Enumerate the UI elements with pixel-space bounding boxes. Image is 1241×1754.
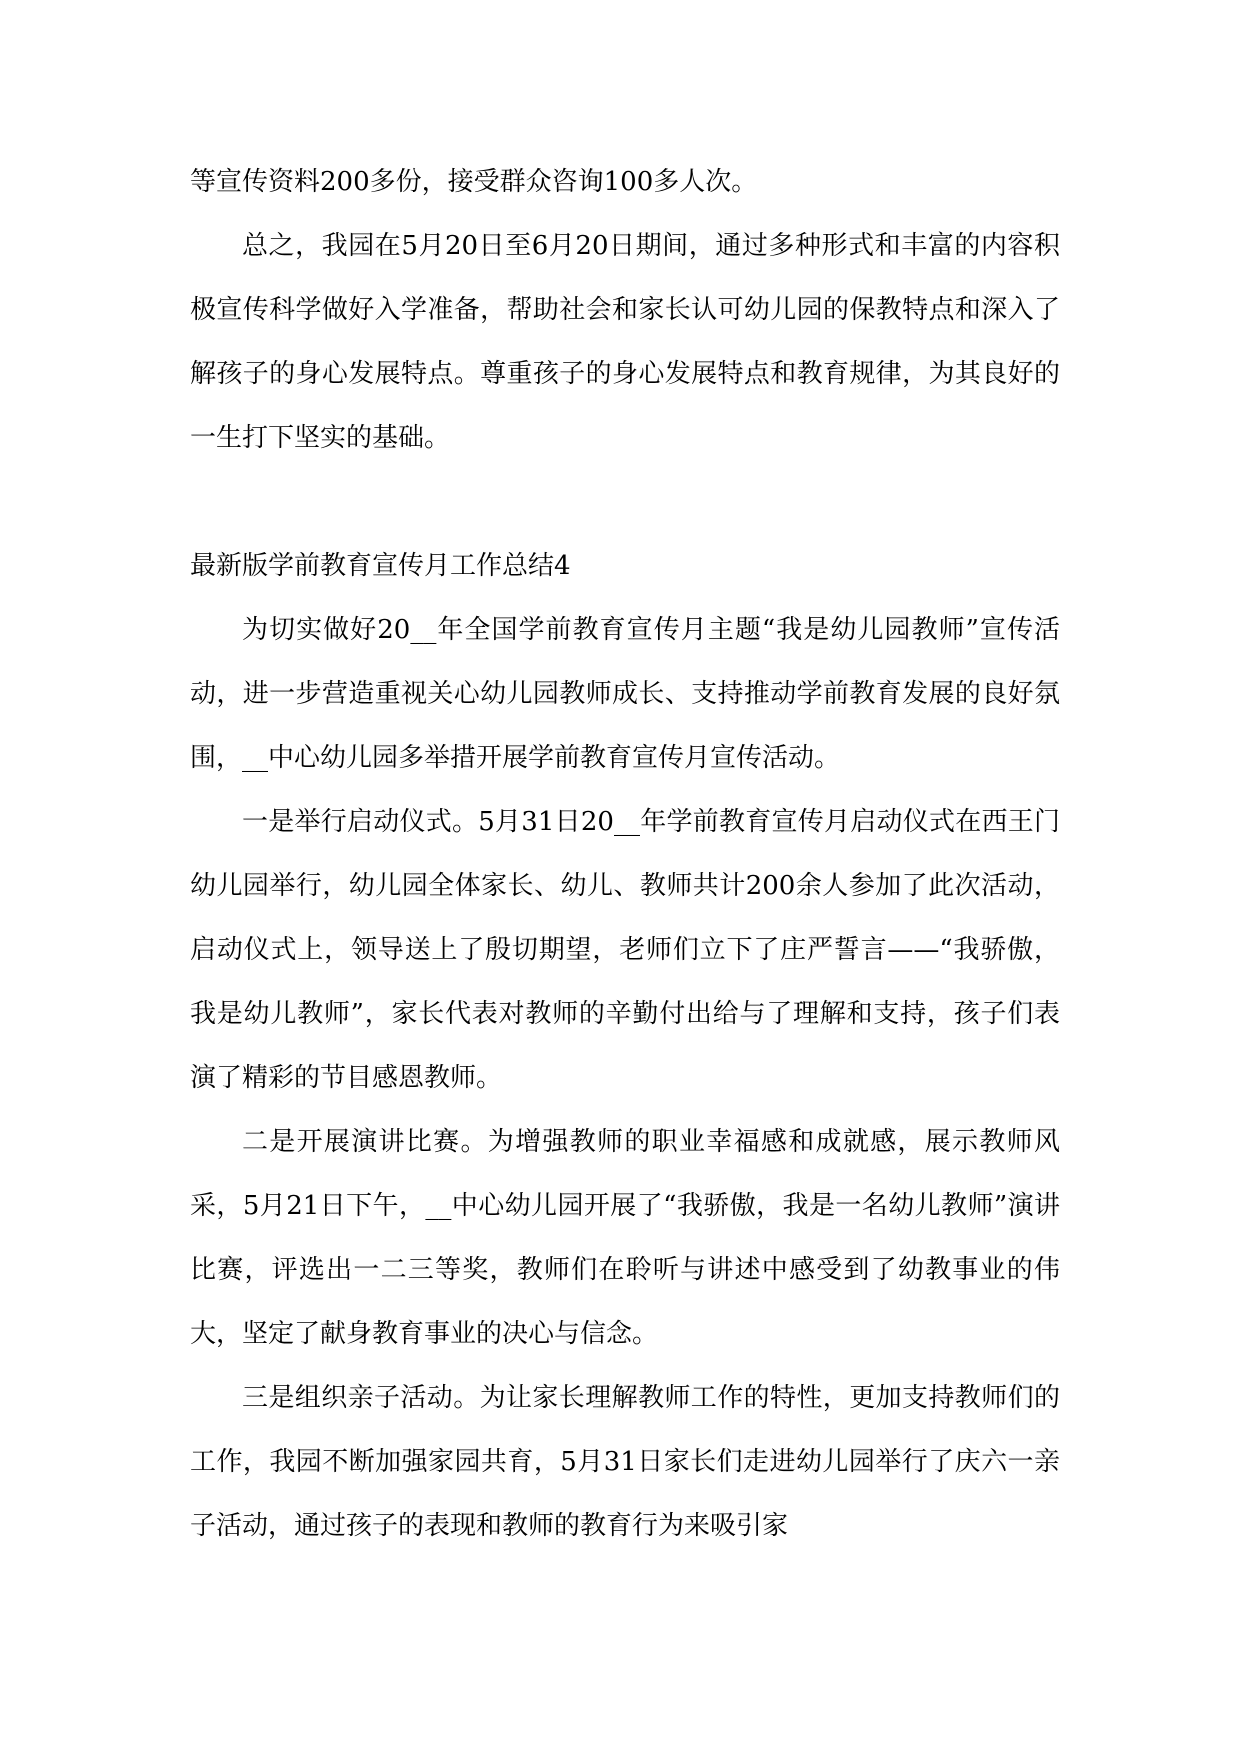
section-heading: 最新版学前教育宣传月工作总结4 xyxy=(190,551,571,581)
launch-ceremony-paragraph: 一是举行启动仪式。5月31日20__年学前教育宣传月启动仪式在西王门幼儿园举行，幼儿园全体家长、幼儿、教师共计200余人参加了此次活动，启动仪式上，领导送上了殷切期望，老师们立下了庄严誓言——“我骄傲，我是幼儿教师”，家长代表对教师的辛勤付出给与了理解和支持，孩子们表演了精彩的节目感恩教师。 xyxy=(190,807,1060,1093)
continuation-paragraph: 等宣传资料200多份，接受群众咨询100多人次。 xyxy=(190,167,758,197)
intro-paragraph: 为切实做好20__年全国学前教育宣传月主题“我是幼儿园教师”宣传活动，进一步营造重视关心幼儿园教师成长、支持推动学前教育发展的良好氛围，__中心幼儿园多举措开展学前教育宣传月宣传活动。 xyxy=(190,615,1060,773)
section-previous xyxy=(190,150,1060,470)
parent-child-activity-paragraph: 三是组织亲子活动。为让家长理解教师工作的特性，更加支持教师们的工作，我园不断加强家园共育，5月31日家长们走进幼儿园举行了庆六一亲子活动，通过孩子的表现和教师的教育行为来吸引家 xyxy=(190,1383,1060,1541)
speech-contest-paragraph: 二是开展演讲比赛。为增强教师的职业幸福感和成就感，展示教师风采，5月21日下午，__中心幼儿园开展了“我骄傲，我是一名幼儿教师”演讲比赛，评选出一二三等奖，教师们在聆听与讲述中感受到了幼教事业的伟大，坚定了献身教育事业的决心与信念。 xyxy=(190,1127,1060,1349)
summary-paragraph: 总之，我园在5月20日至6月20日期间，通过多种形式和丰富的内容积极宣传科学做好入学准备，帮助社会和家长认可幼儿园的保教特点和深入了解孩子的身心发展特点。尊重孩子的身心发展特点和教育规律，为其良好的一生打下坚实的基础。 xyxy=(190,231,1060,453)
section-4 xyxy=(190,534,1060,1558)
